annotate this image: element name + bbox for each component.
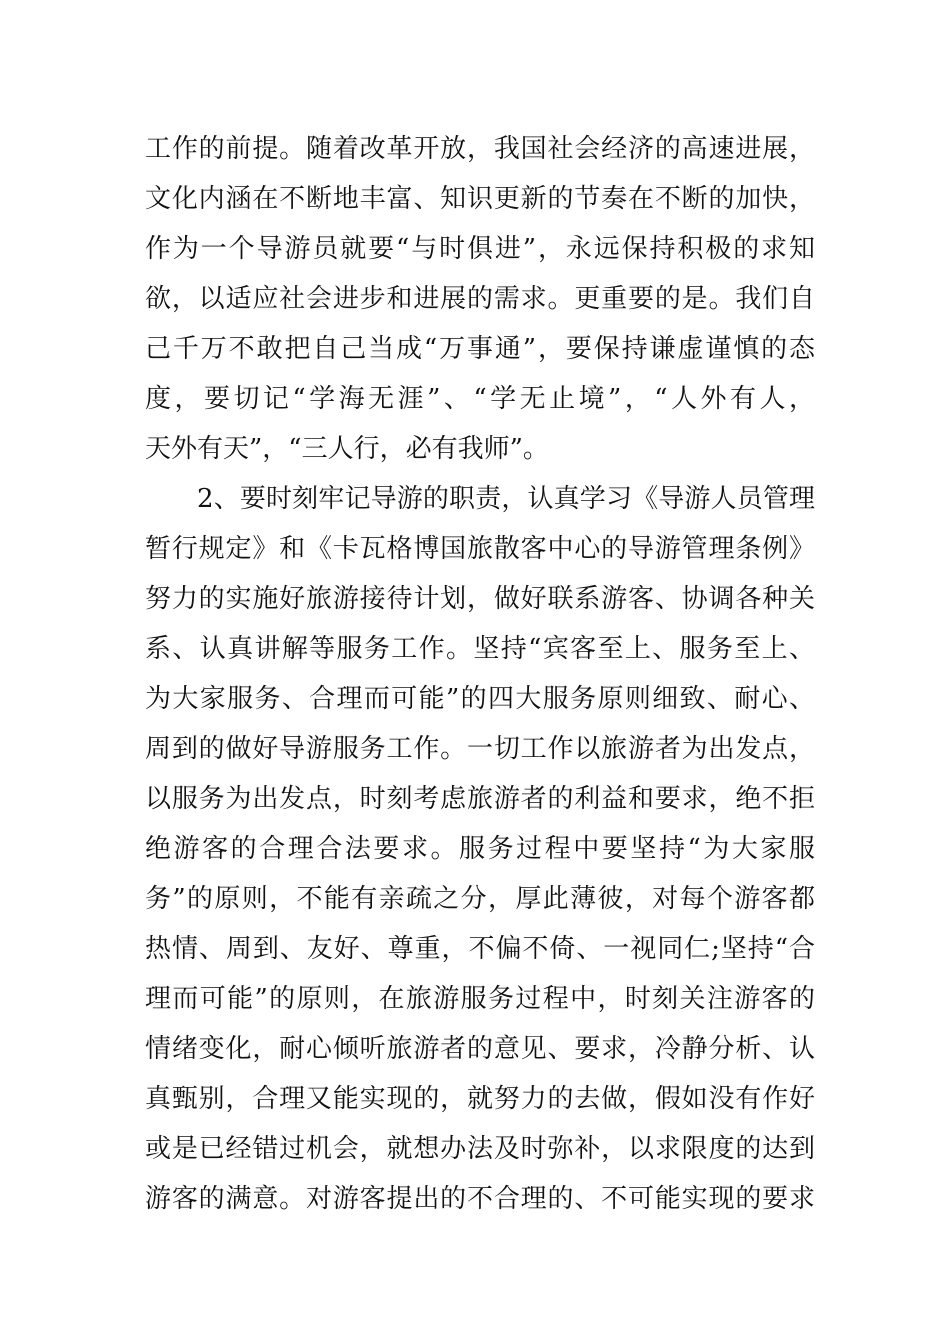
text-line: 真甄别，合理又能实现的，就努力的去做，假如没有作好: [145, 1084, 815, 1114]
text-line: 欲，以适应社会进步和进展的需求。更重要的是。我们自: [145, 284, 815, 314]
text-line: 理而可能”的原则，在旅游服务过程中，时刻关注游客的: [145, 984, 815, 1014]
text-line: 努力的实施好旅游接待计划，做好联系游客、协调各种关: [145, 584, 815, 614]
text-line: 周到的做好导游服务工作。一切工作以旅游者为出发点，: [145, 734, 815, 764]
body-text: [145, 124, 815, 1224]
text-line: 为大家服务、合理而可能”的四大服务原则细致、耐心、: [145, 684, 815, 714]
text-line: 热情、周到、友好、尊重，不偏不倚、一视同仁;坚持“合: [145, 934, 815, 964]
text-line-paragraph-start: 2、要时刻牢记导游的职责，认真学习《导游人员管理: [197, 484, 815, 514]
text-line: 己千万不敢把自己当成“万事通”，要保持谦虚谨慎的态: [145, 334, 815, 364]
text-line: 暂行规定》和《卡瓦格博国旅散客中心的导游管理条例》: [145, 534, 815, 564]
text-line: 绝游客的合理合法要求。服务过程中要坚持“为大家服: [145, 834, 815, 864]
text-line: 务”的原则，不能有亲疏之分，厚此薄彼，对每个游客都: [145, 884, 815, 914]
text-line-paragraph-end: 天外有天”，“三人行，必有我师”。: [145, 434, 549, 464]
text-line: 以服务为出发点，时刻考虑旅游者的利益和要求，绝不拒: [145, 784, 815, 814]
text-line: 系、认真讲解等服务工作。坚持“宾客至上、服务至上、: [145, 634, 815, 664]
text-line: 情绪变化，耐心倾听旅游者的意见、要求，冷静分析、认: [145, 1034, 815, 1064]
text-line: 文化内涵在不断地丰富、知识更新的节奏在不断的加快，: [145, 184, 815, 214]
text-line: 或是已经错过机会，就想办法及时弥补，以求限度的达到: [145, 1134, 815, 1164]
text-line: 作为一个导游员就要“与时俱进”，永远保持积极的求知: [145, 234, 815, 264]
text-line: 工作的前提。随着改革开放，我国社会经济的高速进展，: [145, 134, 815, 164]
text-line: 度，要切记“学海无涯”、“学无止境”，“人外有人，: [145, 384, 815, 414]
text-line: 游客的满意。对游客提出的不合理的、不可能实现的要求: [145, 1184, 815, 1214]
